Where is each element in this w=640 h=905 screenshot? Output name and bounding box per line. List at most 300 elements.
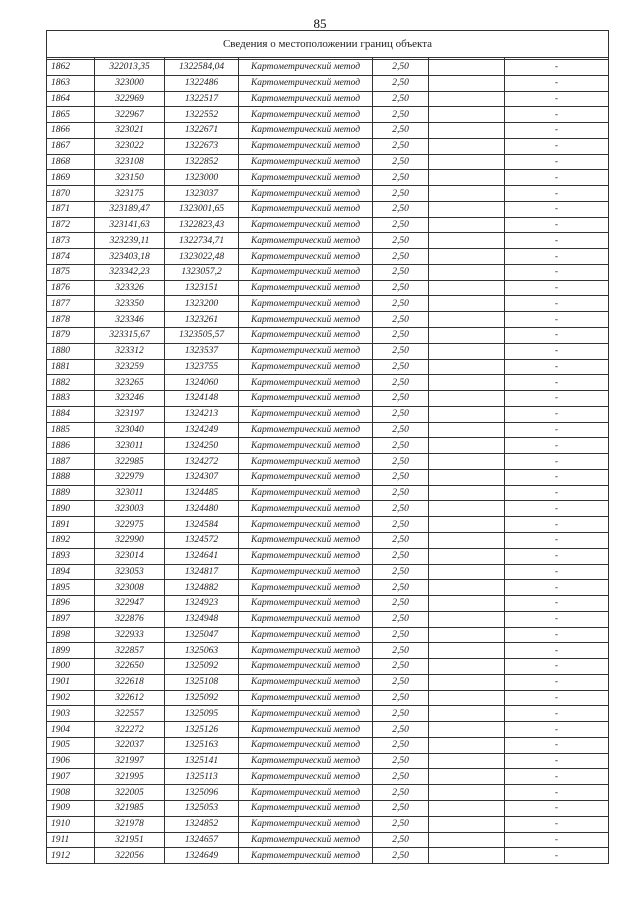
point-number-cell: 1897 bbox=[47, 611, 95, 627]
accuracy-cell: 2,50 bbox=[373, 611, 429, 627]
accuracy-cell: 2,50 bbox=[373, 454, 429, 470]
point-number-cell: 1893 bbox=[47, 548, 95, 564]
table-row bbox=[47, 123, 609, 139]
coord-y-cell: 1324572 bbox=[165, 532, 239, 548]
accuracy-cell: 2,50 bbox=[373, 328, 429, 344]
table-row bbox=[47, 312, 609, 328]
point-number-cell: 1866 bbox=[47, 123, 95, 139]
method-cell: Картометрический метод bbox=[239, 580, 373, 596]
coord-x-cell: 321985 bbox=[95, 800, 165, 816]
accuracy-cell: 2,50 bbox=[373, 800, 429, 816]
table-row bbox=[47, 186, 609, 202]
coord-x-cell: 323346 bbox=[95, 312, 165, 328]
coord-y-cell: 1324485 bbox=[165, 485, 239, 501]
table-row bbox=[47, 548, 609, 564]
point-number-cell: 1888 bbox=[47, 469, 95, 485]
description-cell: - bbox=[505, 548, 609, 564]
description-cell: - bbox=[505, 753, 609, 769]
coord-y-cell: 1322486 bbox=[165, 75, 239, 91]
coord-x-cell: 322612 bbox=[95, 690, 165, 706]
table-row bbox=[47, 233, 609, 249]
description-cell: - bbox=[505, 501, 609, 517]
table-row bbox=[47, 501, 609, 517]
table-row bbox=[47, 154, 609, 170]
accuracy-cell: 2,50 bbox=[373, 753, 429, 769]
description-cell: - bbox=[505, 785, 609, 801]
coord-x-cell: 322933 bbox=[95, 627, 165, 643]
table-row bbox=[47, 91, 609, 107]
point-number-cell: 1867 bbox=[47, 138, 95, 154]
table-header-row bbox=[47, 31, 609, 58]
empty-cell bbox=[429, 753, 505, 769]
description-cell: - bbox=[505, 138, 609, 154]
method-cell: Картометрический метод bbox=[239, 138, 373, 154]
table-row bbox=[47, 170, 609, 186]
empty-cell bbox=[429, 580, 505, 596]
empty-cell bbox=[429, 737, 505, 753]
coord-y-cell: 1325053 bbox=[165, 800, 239, 816]
accuracy-cell: 2,50 bbox=[373, 517, 429, 533]
table-row bbox=[47, 564, 609, 580]
table-row bbox=[47, 485, 609, 501]
table-row bbox=[47, 201, 609, 217]
method-cell: Картометрический метод bbox=[239, 548, 373, 564]
empty-cell bbox=[429, 138, 505, 154]
method-cell: Картометрический метод bbox=[239, 75, 373, 91]
table-row bbox=[47, 753, 609, 769]
method-cell: Картометрический метод bbox=[239, 391, 373, 407]
description-cell: - bbox=[505, 328, 609, 344]
point-number-cell: 1901 bbox=[47, 674, 95, 690]
point-number-cell: 1902 bbox=[47, 690, 95, 706]
description-cell: - bbox=[505, 343, 609, 359]
coord-x-cell: 322947 bbox=[95, 596, 165, 612]
accuracy-cell: 2,50 bbox=[373, 832, 429, 848]
description-cell: - bbox=[505, 75, 609, 91]
point-number-cell: 1905 bbox=[47, 737, 95, 753]
empty-cell bbox=[429, 438, 505, 454]
point-number-cell: 1884 bbox=[47, 406, 95, 422]
empty-cell bbox=[429, 107, 505, 123]
point-number-cell: 1875 bbox=[47, 264, 95, 280]
coord-x-cell: 323014 bbox=[95, 548, 165, 564]
description-cell: - bbox=[505, 769, 609, 785]
method-cell: Картометрический метод bbox=[239, 564, 373, 580]
description-cell: - bbox=[505, 722, 609, 738]
point-number-cell: 1870 bbox=[47, 186, 95, 202]
table-row bbox=[47, 800, 609, 816]
coord-y-cell: 1323537 bbox=[165, 343, 239, 359]
method-cell: Картометрический метод bbox=[239, 643, 373, 659]
point-number-cell: 1903 bbox=[47, 706, 95, 722]
coord-y-cell: 1324948 bbox=[165, 611, 239, 627]
empty-cell bbox=[429, 296, 505, 312]
table-row bbox=[47, 659, 609, 675]
description-cell: - bbox=[505, 832, 609, 848]
empty-cell bbox=[429, 123, 505, 139]
accuracy-cell: 2,50 bbox=[373, 186, 429, 202]
accuracy-cell: 2,50 bbox=[373, 769, 429, 785]
table-row bbox=[47, 532, 609, 548]
coord-y-cell: 1324923 bbox=[165, 596, 239, 612]
accuracy-cell: 2,50 bbox=[373, 154, 429, 170]
empty-cell bbox=[429, 170, 505, 186]
coord-x-cell: 323011 bbox=[95, 438, 165, 454]
description-cell: - bbox=[505, 643, 609, 659]
empty-cell bbox=[429, 611, 505, 627]
description-cell: - bbox=[505, 438, 609, 454]
empty-cell bbox=[429, 454, 505, 470]
coord-x-cell: 322990 bbox=[95, 532, 165, 548]
coord-x-cell: 322272 bbox=[95, 722, 165, 738]
coord-x-cell: 323108 bbox=[95, 154, 165, 170]
coord-y-cell: 1324852 bbox=[165, 816, 239, 832]
method-cell: Картометрический метод bbox=[239, 769, 373, 785]
point-number-cell: 1896 bbox=[47, 596, 95, 612]
table-row bbox=[47, 690, 609, 706]
table-row bbox=[47, 596, 609, 612]
description-cell: - bbox=[505, 564, 609, 580]
empty-cell bbox=[429, 328, 505, 344]
coord-x-cell: 322969 bbox=[95, 91, 165, 107]
description-cell: - bbox=[505, 454, 609, 470]
point-number-cell: 1879 bbox=[47, 328, 95, 344]
description-cell: - bbox=[505, 280, 609, 296]
point-number-cell: 1908 bbox=[47, 785, 95, 801]
coord-y-cell: 1324641 bbox=[165, 548, 239, 564]
method-cell: Картометрический метод bbox=[239, 517, 373, 533]
method-cell: Картометрический метод bbox=[239, 485, 373, 501]
table-row bbox=[47, 60, 609, 76]
description-cell: - bbox=[505, 186, 609, 202]
method-cell: Картометрический метод bbox=[239, 91, 373, 107]
empty-cell bbox=[429, 359, 505, 375]
table-row bbox=[47, 438, 609, 454]
accuracy-cell: 2,50 bbox=[373, 359, 429, 375]
point-number-cell: 1873 bbox=[47, 233, 95, 249]
table-row bbox=[47, 674, 609, 690]
accuracy-cell: 2,50 bbox=[373, 138, 429, 154]
description-cell: - bbox=[505, 123, 609, 139]
coord-y-cell: 1325092 bbox=[165, 659, 239, 675]
accuracy-cell: 2,50 bbox=[373, 848, 429, 864]
coord-x-cell: 322979 bbox=[95, 469, 165, 485]
point-number-cell: 1906 bbox=[47, 753, 95, 769]
method-cell: Картометрический метод bbox=[239, 60, 373, 76]
coord-y-cell: 1322584,04 bbox=[165, 60, 239, 76]
coord-y-cell: 1322823,43 bbox=[165, 217, 239, 233]
coord-y-cell: 1323505,57 bbox=[165, 328, 239, 344]
description-cell: - bbox=[505, 422, 609, 438]
description-cell: - bbox=[505, 60, 609, 76]
empty-cell bbox=[429, 722, 505, 738]
accuracy-cell: 2,50 bbox=[373, 75, 429, 91]
description-cell: - bbox=[505, 391, 609, 407]
empty-cell bbox=[429, 769, 505, 785]
empty-cell bbox=[429, 217, 505, 233]
method-cell: Картометрический метод bbox=[239, 296, 373, 312]
point-number-cell: 1904 bbox=[47, 722, 95, 738]
empty-cell bbox=[429, 706, 505, 722]
table-row bbox=[47, 706, 609, 722]
coord-y-cell: 1325163 bbox=[165, 737, 239, 753]
coord-y-cell: 1324213 bbox=[165, 406, 239, 422]
empty-cell bbox=[429, 201, 505, 217]
coord-y-cell: 1325092 bbox=[165, 690, 239, 706]
boundary-table bbox=[46, 30, 609, 864]
table-row bbox=[47, 722, 609, 738]
coord-y-cell: 1324060 bbox=[165, 375, 239, 391]
accuracy-cell: 2,50 bbox=[373, 406, 429, 422]
description-cell: - bbox=[505, 406, 609, 422]
coord-y-cell: 1325096 bbox=[165, 785, 239, 801]
point-number-cell: 1887 bbox=[47, 454, 95, 470]
coord-x-cell: 323312 bbox=[95, 343, 165, 359]
table-title: Сведения о местоположении границ объекта bbox=[47, 31, 609, 58]
coord-x-cell: 323259 bbox=[95, 359, 165, 375]
table-row bbox=[47, 627, 609, 643]
coord-x-cell: 321978 bbox=[95, 816, 165, 832]
coord-x-cell: 323003 bbox=[95, 501, 165, 517]
coord-x-cell: 323239,11 bbox=[95, 233, 165, 249]
empty-cell bbox=[429, 485, 505, 501]
accuracy-cell: 2,50 bbox=[373, 659, 429, 675]
coord-y-cell: 1324480 bbox=[165, 501, 239, 517]
coord-x-cell: 322013,35 bbox=[95, 60, 165, 76]
method-cell: Картометрический метод bbox=[239, 722, 373, 738]
table-row bbox=[47, 280, 609, 296]
point-number-cell: 1894 bbox=[47, 564, 95, 580]
method-cell: Картометрический метод bbox=[239, 706, 373, 722]
point-number-cell: 1891 bbox=[47, 517, 95, 533]
coord-y-cell: 1322671 bbox=[165, 123, 239, 139]
coord-x-cell: 322876 bbox=[95, 611, 165, 627]
method-cell: Картометрический метод bbox=[239, 406, 373, 422]
accuracy-cell: 2,50 bbox=[373, 296, 429, 312]
empty-cell bbox=[429, 233, 505, 249]
empty-cell bbox=[429, 60, 505, 76]
method-cell: Картометрический метод bbox=[239, 264, 373, 280]
method-cell: Картометрический метод bbox=[239, 785, 373, 801]
description-cell: - bbox=[505, 659, 609, 675]
method-cell: Картометрический метод bbox=[239, 674, 373, 690]
method-cell: Картометрический метод bbox=[239, 438, 373, 454]
point-number-cell: 1876 bbox=[47, 280, 95, 296]
accuracy-cell: 2,50 bbox=[373, 422, 429, 438]
table-row bbox=[47, 785, 609, 801]
description-cell: - bbox=[505, 233, 609, 249]
empty-cell bbox=[429, 659, 505, 675]
method-cell: Картометрический метод bbox=[239, 186, 373, 202]
coord-y-cell: 1325063 bbox=[165, 643, 239, 659]
table-row bbox=[47, 391, 609, 407]
method-cell: Картометрический метод bbox=[239, 501, 373, 517]
accuracy-cell: 2,50 bbox=[373, 532, 429, 548]
point-number-cell: 1862 bbox=[47, 60, 95, 76]
accuracy-cell: 2,50 bbox=[373, 312, 429, 328]
description-cell: - bbox=[505, 201, 609, 217]
empty-cell bbox=[429, 186, 505, 202]
coord-x-cell: 322618 bbox=[95, 674, 165, 690]
coord-y-cell: 1323200 bbox=[165, 296, 239, 312]
table-row bbox=[47, 816, 609, 832]
coord-x-cell: 322005 bbox=[95, 785, 165, 801]
accuracy-cell: 2,50 bbox=[373, 217, 429, 233]
point-number-cell: 1868 bbox=[47, 154, 95, 170]
point-number-cell: 1877 bbox=[47, 296, 95, 312]
accuracy-cell: 2,50 bbox=[373, 391, 429, 407]
description-cell: - bbox=[505, 312, 609, 328]
empty-cell bbox=[429, 832, 505, 848]
accuracy-cell: 2,50 bbox=[373, 469, 429, 485]
point-number-cell: 1898 bbox=[47, 627, 95, 643]
coord-x-cell: 322037 bbox=[95, 737, 165, 753]
description-cell: - bbox=[505, 532, 609, 548]
table-row bbox=[47, 264, 609, 280]
coord-y-cell: 1324882 bbox=[165, 580, 239, 596]
coord-y-cell: 1325095 bbox=[165, 706, 239, 722]
point-number-cell: 1889 bbox=[47, 485, 95, 501]
accuracy-cell: 2,50 bbox=[373, 690, 429, 706]
coord-x-cell: 323403,18 bbox=[95, 249, 165, 265]
coord-y-cell: 1323001,65 bbox=[165, 201, 239, 217]
table-row bbox=[47, 296, 609, 312]
description-cell: - bbox=[505, 611, 609, 627]
method-cell: Картометрический метод bbox=[239, 201, 373, 217]
accuracy-cell: 2,50 bbox=[373, 233, 429, 249]
method-cell: Картометрический метод bbox=[239, 328, 373, 344]
method-cell: Картометрический метод bbox=[239, 800, 373, 816]
page-number: 85 bbox=[313, 16, 327, 31]
method-cell: Картометрический метод bbox=[239, 123, 373, 139]
empty-cell bbox=[429, 674, 505, 690]
coord-x-cell: 323141,63 bbox=[95, 217, 165, 233]
method-cell: Картометрический метод bbox=[239, 848, 373, 864]
accuracy-cell: 2,50 bbox=[373, 485, 429, 501]
coord-y-cell: 1323755 bbox=[165, 359, 239, 375]
point-number-cell: 1865 bbox=[47, 107, 95, 123]
coord-x-cell: 323011 bbox=[95, 485, 165, 501]
method-cell: Картометрический метод bbox=[239, 816, 373, 832]
coord-y-cell: 1324148 bbox=[165, 391, 239, 407]
coord-y-cell: 1324250 bbox=[165, 438, 239, 454]
description-cell: - bbox=[505, 580, 609, 596]
description-cell: - bbox=[505, 154, 609, 170]
table-row bbox=[47, 138, 609, 154]
empty-cell bbox=[429, 406, 505, 422]
coord-x-cell: 323326 bbox=[95, 280, 165, 296]
empty-cell bbox=[429, 264, 505, 280]
point-number-cell: 1907 bbox=[47, 769, 95, 785]
empty-cell bbox=[429, 517, 505, 533]
point-number-cell: 1900 bbox=[47, 659, 95, 675]
coord-x-cell: 323008 bbox=[95, 580, 165, 596]
table-row bbox=[47, 611, 609, 627]
empty-cell bbox=[429, 627, 505, 643]
coord-y-cell: 1324272 bbox=[165, 454, 239, 470]
empty-cell bbox=[429, 391, 505, 407]
accuracy-cell: 2,50 bbox=[373, 816, 429, 832]
description-cell: - bbox=[505, 375, 609, 391]
empty-cell bbox=[429, 469, 505, 485]
coord-x-cell: 323022 bbox=[95, 138, 165, 154]
point-number-cell: 1892 bbox=[47, 532, 95, 548]
method-cell: Картометрический метод bbox=[239, 832, 373, 848]
empty-cell bbox=[429, 532, 505, 548]
table-row bbox=[47, 422, 609, 438]
coord-y-cell: 1325113 bbox=[165, 769, 239, 785]
empty-cell bbox=[429, 548, 505, 564]
coord-x-cell: 323040 bbox=[95, 422, 165, 438]
empty-cell bbox=[429, 312, 505, 328]
coord-x-cell: 323197 bbox=[95, 406, 165, 422]
coord-y-cell: 1324249 bbox=[165, 422, 239, 438]
coord-y-cell: 1322552 bbox=[165, 107, 239, 123]
point-number-cell: 1911 bbox=[47, 832, 95, 848]
method-cell: Картометрический метод bbox=[239, 249, 373, 265]
point-number-cell: 1883 bbox=[47, 391, 95, 407]
method-cell: Картометрический метод bbox=[239, 154, 373, 170]
point-number-cell: 1885 bbox=[47, 422, 95, 438]
method-cell: Картометрический метод bbox=[239, 753, 373, 769]
method-cell: Картометрический метод bbox=[239, 343, 373, 359]
point-number-cell: 1874 bbox=[47, 249, 95, 265]
point-number-cell: 1912 bbox=[47, 848, 95, 864]
point-number-cell: 1899 bbox=[47, 643, 95, 659]
description-cell: - bbox=[505, 91, 609, 107]
method-cell: Картометрический метод bbox=[239, 312, 373, 328]
description-cell: - bbox=[505, 170, 609, 186]
accuracy-cell: 2,50 bbox=[373, 60, 429, 76]
accuracy-cell: 2,50 bbox=[373, 501, 429, 517]
coord-x-cell: 323189,47 bbox=[95, 201, 165, 217]
coord-x-cell: 322557 bbox=[95, 706, 165, 722]
method-cell: Картометрический метод bbox=[239, 690, 373, 706]
point-number-cell: 1895 bbox=[47, 580, 95, 596]
point-number-cell: 1863 bbox=[47, 75, 95, 91]
point-number-cell: 1871 bbox=[47, 201, 95, 217]
description-cell: - bbox=[505, 596, 609, 612]
point-number-cell: 1869 bbox=[47, 170, 95, 186]
empty-cell bbox=[429, 643, 505, 659]
accuracy-cell: 2,50 bbox=[373, 737, 429, 753]
description-cell: - bbox=[505, 706, 609, 722]
empty-cell bbox=[429, 564, 505, 580]
empty-cell bbox=[429, 690, 505, 706]
coord-x-cell: 322650 bbox=[95, 659, 165, 675]
accuracy-cell: 2,50 bbox=[373, 580, 429, 596]
table-row bbox=[47, 643, 609, 659]
accuracy-cell: 2,50 bbox=[373, 706, 429, 722]
accuracy-cell: 2,50 bbox=[373, 264, 429, 280]
method-cell: Картометрический метод bbox=[239, 659, 373, 675]
method-cell: Картометрический метод bbox=[239, 532, 373, 548]
empty-cell bbox=[429, 249, 505, 265]
description-cell: - bbox=[505, 217, 609, 233]
table-row bbox=[47, 832, 609, 848]
empty-cell bbox=[429, 816, 505, 832]
table-row bbox=[47, 737, 609, 753]
method-cell: Картометрический метод bbox=[239, 627, 373, 643]
accuracy-cell: 2,50 bbox=[373, 564, 429, 580]
method-cell: Картометрический метод bbox=[239, 359, 373, 375]
description-cell: - bbox=[505, 627, 609, 643]
table-row bbox=[47, 375, 609, 391]
coord-y-cell: 1324584 bbox=[165, 517, 239, 533]
method-cell: Картометрический метод bbox=[239, 422, 373, 438]
coord-x-cell: 323246 bbox=[95, 391, 165, 407]
accuracy-cell: 2,50 bbox=[373, 123, 429, 139]
